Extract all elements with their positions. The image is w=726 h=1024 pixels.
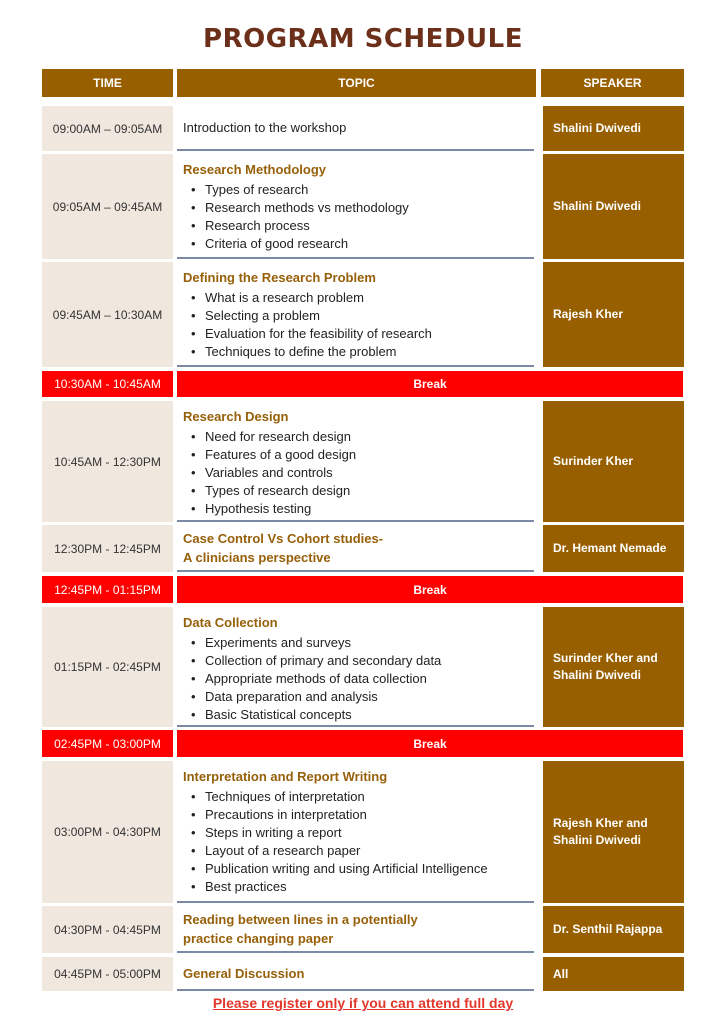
speaker-name-line: Shalini Dwivedi xyxy=(553,833,642,847)
topic-cell xyxy=(177,525,534,572)
topic-title: Interpretation and Report Writing xyxy=(183,769,388,784)
topic-title-line: General Discussion xyxy=(183,965,305,981)
bullet-item: • Best practices xyxy=(191,878,534,896)
schedule-row xyxy=(0,906,726,953)
speaker-name: Surinder Kher xyxy=(553,454,634,468)
header-topic: TOPIC xyxy=(177,69,536,97)
speaker-cell xyxy=(543,525,684,572)
time-cell: 09:00AM – 09:05AM xyxy=(42,106,173,151)
topic-cell xyxy=(177,154,534,259)
break-label: Break xyxy=(177,371,683,397)
topic-cell xyxy=(177,401,534,522)
schedule-row xyxy=(0,262,726,367)
bullet-item: • Types of research design xyxy=(191,482,534,500)
header-time: TIME xyxy=(42,69,173,97)
topic-bullets xyxy=(183,788,534,896)
speaker-cell xyxy=(543,154,684,259)
topic-text: Introduction to the workshop xyxy=(183,120,347,135)
time-cell: 01:15PM - 02:45PM xyxy=(42,607,173,727)
bullet-item: • Variables and controls xyxy=(191,464,534,482)
schedule-row xyxy=(0,106,726,151)
bullet-item: • Collection of primary and secondary data xyxy=(191,652,534,670)
topic-title: Research Methodology xyxy=(183,162,327,177)
topic-cell xyxy=(177,957,534,991)
speaker-cell xyxy=(543,957,684,991)
break-label: Break xyxy=(177,576,683,603)
topic-bullets xyxy=(183,634,534,724)
topic-cell xyxy=(177,262,534,367)
bullet-item: • Precautions in interpretation xyxy=(191,806,534,824)
speaker-name: All xyxy=(553,966,569,981)
topic-cell xyxy=(177,761,534,903)
bullet-item: • Need for research design xyxy=(191,428,534,446)
speaker-name-line: Rajesh Kher and xyxy=(553,816,648,830)
speaker-name: Rajesh Kher xyxy=(553,307,624,321)
bullet-item: • Layout of a research paper xyxy=(191,842,534,860)
time-cell: 03:00PM - 04:30PM xyxy=(42,761,173,903)
topic-cell xyxy=(177,106,534,151)
time-cell: 10:30AM - 10:45AM xyxy=(42,371,173,397)
speaker-cell xyxy=(543,401,684,522)
bullet-item: • Selecting a problem xyxy=(191,307,534,325)
break-row xyxy=(0,576,726,603)
bullet-item: • Publication writing and using Artificial Intelligence xyxy=(191,860,534,878)
break-row xyxy=(0,371,726,397)
topic-bullets xyxy=(183,289,534,361)
time-cell: 09:05AM – 09:45AM xyxy=(42,154,173,259)
bullet-item: • Evaluation for the feasibility of research xyxy=(191,325,534,343)
schedule-row xyxy=(0,154,726,259)
bullet-item: • Hypothesis testing xyxy=(191,500,534,518)
page-title: PROGRAM SCHEDULE xyxy=(203,24,523,54)
time-cell: 10:45AM - 12:30PM xyxy=(42,401,173,522)
topic-title: Data Collection xyxy=(183,615,278,630)
bullet-item: • Steps in writing a report xyxy=(191,824,534,842)
bullet-item: • Types of research xyxy=(191,181,534,199)
speaker-name: Shalini Dwivedi xyxy=(553,199,642,213)
schedule-row xyxy=(0,525,726,572)
time-cell: 09:45AM – 10:30AM xyxy=(42,262,173,367)
bullet-item: • Criteria of good research xyxy=(191,235,534,253)
speaker-cell xyxy=(543,262,684,367)
bullet-item: • Research methods vs methodology xyxy=(191,199,534,217)
break-row xyxy=(0,730,726,757)
topic-title-line: Reading between lines in a potentially xyxy=(183,911,418,927)
time-cell: 02:45PM - 03:00PM xyxy=(42,730,173,757)
speaker-cell xyxy=(543,906,684,953)
topic-title-line: A clinicians perspective xyxy=(183,549,331,565)
topic-title-line: Case Control Vs Cohort studies- xyxy=(183,530,384,546)
time-cell: 12:30PM - 12:45PM xyxy=(42,525,173,572)
topic-cell xyxy=(177,906,534,953)
time-cell: 12:45PM - 01:15PM xyxy=(42,576,173,603)
topic-title: Defining the Research Problem xyxy=(183,270,376,285)
topic-title: Research Design xyxy=(183,409,289,424)
bullet-item: • Techniques of interpretation xyxy=(191,788,534,806)
schedule-row xyxy=(0,761,726,903)
bullet-item: • Experiments and surveys xyxy=(191,634,534,652)
break-label: Break xyxy=(177,730,683,757)
time-cell: 04:30PM - 04:45PM xyxy=(42,906,173,953)
topic-bullets xyxy=(183,181,534,253)
bullet-item: • Data preparation and analysis xyxy=(191,688,534,706)
bullet-item: • Appropriate methods of data collection xyxy=(191,670,534,688)
schedule-row xyxy=(0,607,726,727)
speaker-cell xyxy=(543,607,684,727)
speaker-name: Dr. Hemant Nemade xyxy=(553,541,667,555)
speaker-cell xyxy=(543,106,684,151)
speaker-name-line: Surinder Kher and xyxy=(553,651,658,665)
topic-cell xyxy=(177,607,534,727)
speaker-name-line: Shalini Dwivedi xyxy=(553,668,642,682)
registration-notice: Please register only if you can attend full day xyxy=(212,995,514,1011)
schedule-row xyxy=(0,957,726,991)
speaker-name: Shalini Dwivedi xyxy=(553,121,642,135)
speaker-name: Dr. Senthil Rajappa xyxy=(553,922,663,936)
topic-title-line: practice changing paper xyxy=(183,930,334,946)
bullet-item: • What is a research problem xyxy=(191,289,534,307)
schedule-row xyxy=(0,401,726,522)
bullet-item: • Research process xyxy=(191,217,534,235)
bullet-item: • Features of a good design xyxy=(191,446,534,464)
bullet-item: • Basic Statistical concepts xyxy=(191,706,534,724)
topic-bullets xyxy=(183,428,534,518)
speaker-cell xyxy=(543,761,684,903)
bullet-item: • Techniques to define the problem xyxy=(191,343,534,361)
header-speaker: SPEAKER xyxy=(541,69,684,97)
time-cell: 04:45PM - 05:00PM xyxy=(42,957,173,991)
